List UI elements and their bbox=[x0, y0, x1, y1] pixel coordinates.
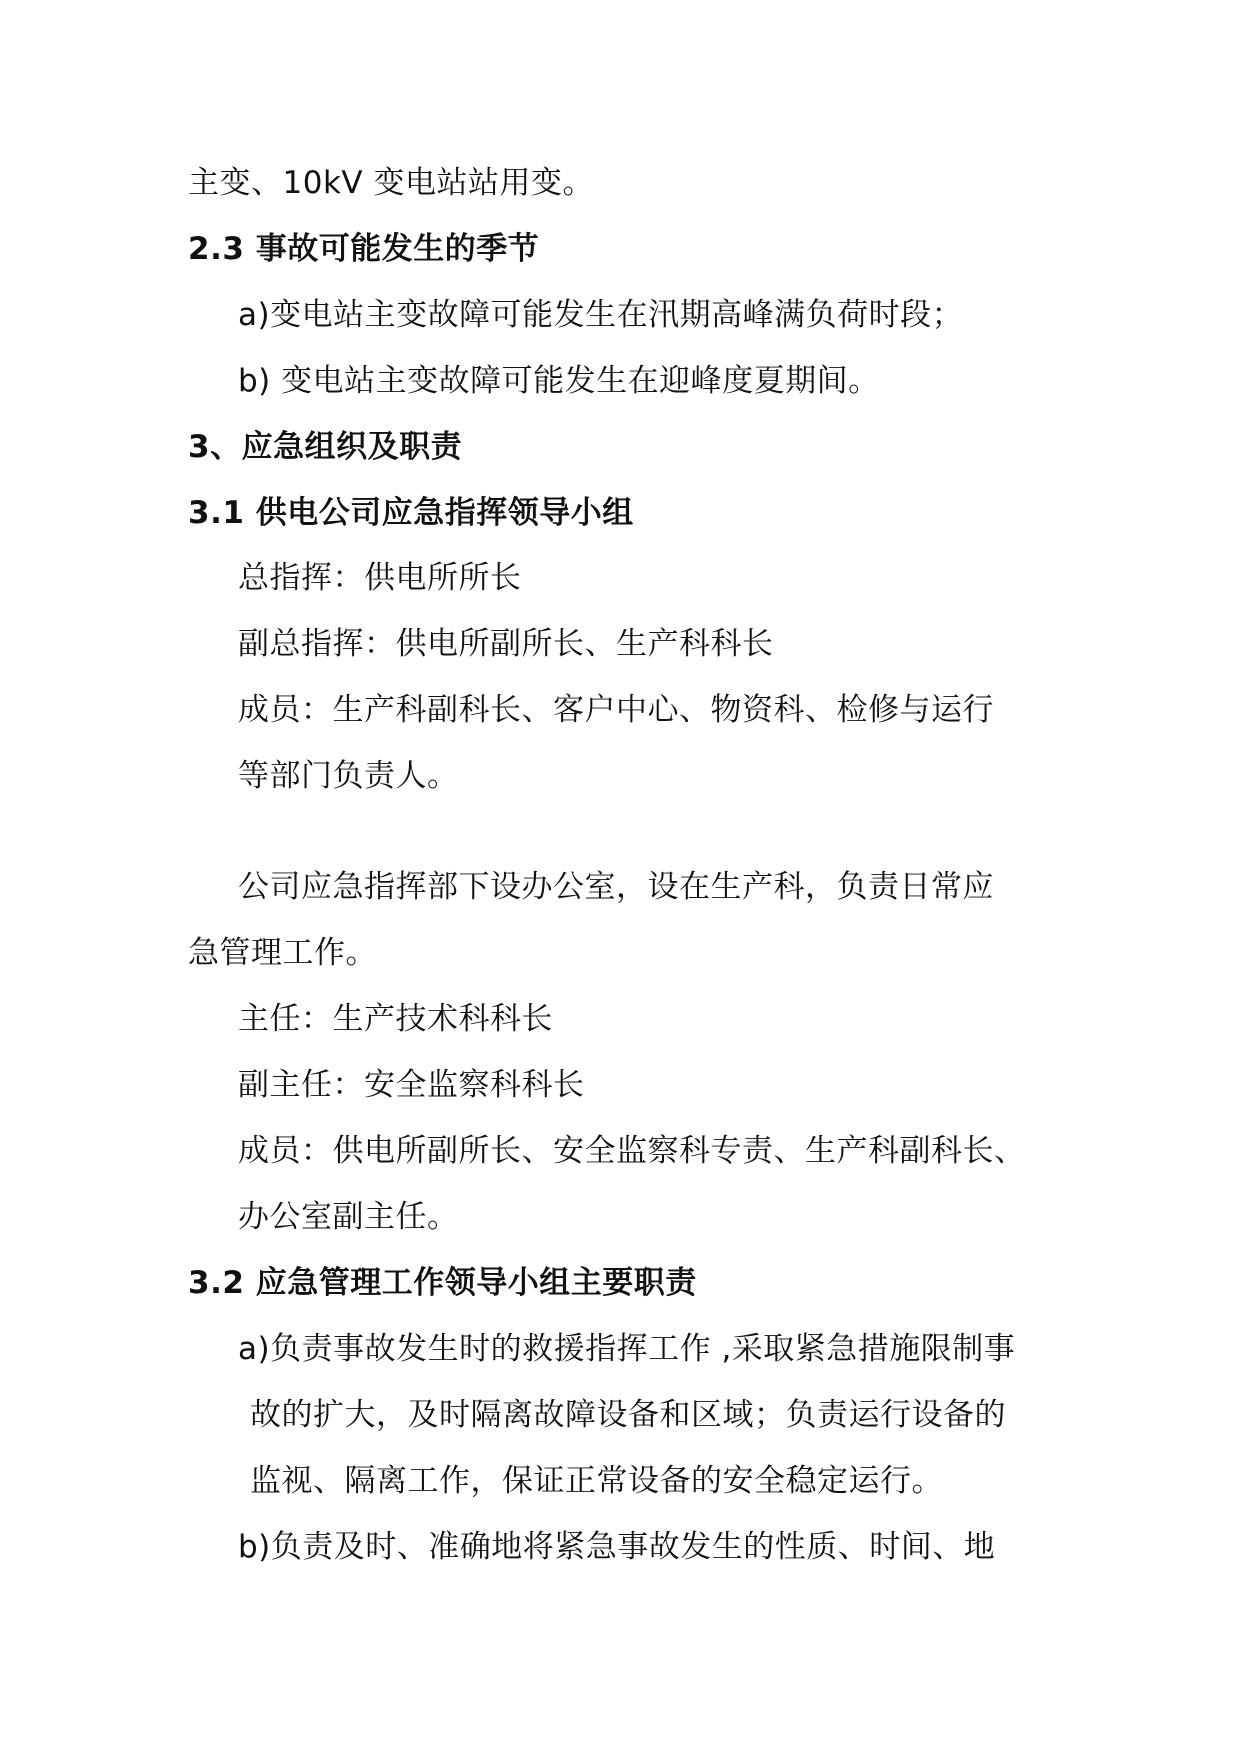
text-line: 公司应急指挥部下设办公室，设在生产科，负责日常应 bbox=[238, 869, 994, 905]
text-line: 急管理工作。 bbox=[188, 935, 377, 971]
list-item: a)负责事故发生时的救援指挥工作 ,采取紧急措施限制事 bbox=[238, 1331, 1016, 1367]
section-heading: 2.3 事故可能发生的季节 bbox=[188, 231, 540, 267]
text-line: 主变、10kV 变电站站用变。 bbox=[188, 165, 594, 201]
text-line: 副总指挥：供电所副所长、生产科科长 bbox=[238, 626, 774, 662]
list-item: a)变电站主变故障可能发生在汛期高峰满负荷时段； bbox=[238, 297, 964, 333]
text-line: 主任：生产技术科科长 bbox=[238, 1001, 553, 1037]
text-line: 总指挥：供电所所长 bbox=[238, 560, 522, 596]
text-line: 故的扩大，及时隔离故障设备和区域；负责运行设备的 bbox=[250, 1397, 1006, 1433]
text-line: 成员：供电所副所长、安全监察科专责、生产科副科长、 bbox=[238, 1133, 1026, 1169]
text-line: 副主任：安全监察科科长 bbox=[238, 1067, 585, 1103]
list-item: b)负责及时、准确地将紧急事故发生的性质、时间、地 bbox=[238, 1529, 996, 1565]
section-heading: 3.1 供电公司应急指挥领导小组 bbox=[188, 495, 634, 531]
list-item: b) 变电站主变故障可能发生在迎峰度夏期间。 bbox=[238, 363, 880, 399]
section-heading: 3、应急组织及职责 bbox=[188, 429, 463, 465]
text-line: 监视、隔离工作，保证正常设备的安全稳定运行。 bbox=[250, 1463, 943, 1499]
text-line: 办公室副主任。 bbox=[238, 1199, 459, 1235]
text-line: 成员：生产科副科长、客户中心、物资科、检修与运行 bbox=[238, 692, 994, 728]
text-line: 等部门负责人。 bbox=[238, 758, 459, 794]
section-heading: 3.2 应急管理工作领导小组主要职责 bbox=[188, 1265, 697, 1301]
